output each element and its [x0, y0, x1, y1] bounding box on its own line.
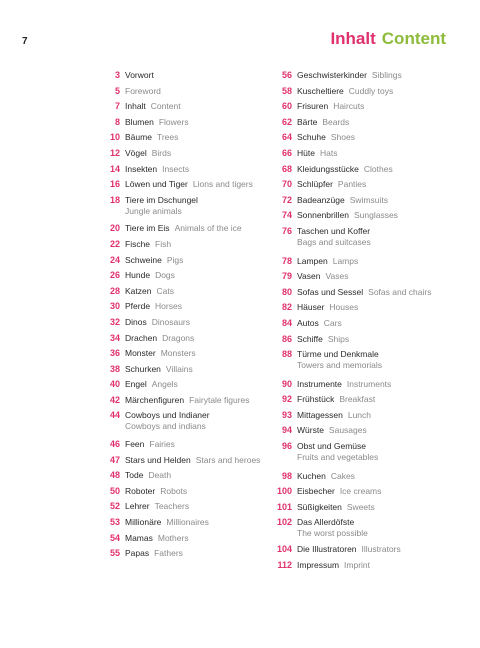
toc-title-english: Siblings	[371, 70, 402, 80]
toc-title-german: Vasen	[297, 271, 321, 282]
toc-entry	[100, 410, 275, 432]
toc-title-german: Fische	[125, 238, 151, 249]
toc-entry	[100, 364, 275, 375]
toc-entry-text	[125, 301, 275, 312]
toc-title-german: Schurken	[125, 363, 161, 374]
toc-title-english: Monsters	[160, 348, 196, 359]
toc-entry	[100, 239, 275, 250]
toc-title-english: Haircuts	[333, 101, 365, 112]
toc-title-german: Monster	[125, 348, 156, 359]
page-title	[330, 29, 446, 49]
toc-title-english: Fairytale figures	[189, 394, 250, 405]
toc-entry-text	[297, 486, 472, 497]
toc-entry	[100, 270, 275, 281]
toc-title-german: Badeanzüge	[297, 194, 345, 205]
toc-page-number: 82	[281, 302, 292, 313]
toc-page-number: 3	[114, 70, 120, 80]
toc-title-english: Towers and memorials	[297, 360, 383, 371]
toc-entry-text	[297, 86, 472, 97]
toc-page-number: 56	[281, 70, 292, 80]
toc-entry-text	[297, 318, 472, 329]
toc-page-number: 42	[109, 394, 120, 405]
toc-entry-text	[297, 394, 472, 405]
toc-entry	[272, 287, 472, 298]
toc-entry	[100, 501, 275, 512]
toc-title-german: Löwen und Tiger	[125, 179, 188, 190]
toc-title-english: Clothes	[363, 163, 393, 174]
toc-title-english: Dogs	[155, 270, 175, 281]
toc-entry	[100, 470, 275, 481]
toc-title-german: Hunde	[125, 270, 151, 281]
toc-page-number: 84	[281, 317, 292, 328]
toc-title-english: Robots	[160, 485, 188, 496]
toc-entry-text	[125, 286, 275, 297]
toc-entry-text	[297, 70, 472, 81]
toc-title-german: Die Illustratoren	[297, 544, 357, 555]
toc-entry	[100, 86, 275, 97]
toc-page-number: 76	[281, 225, 292, 236]
toc-entry-text	[297, 132, 472, 143]
toc-entry-text	[125, 533, 275, 544]
toc-title-german: Cowboys und Indianer	[125, 410, 210, 421]
toc-title-german: Lampen	[297, 255, 328, 266]
toc-entry	[100, 132, 275, 143]
toc-entry-text	[297, 441, 472, 463]
toc-title-english: Swimsuits	[349, 194, 389, 205]
toc-page-number: 16	[109, 179, 120, 190]
toc-title-english: Teachers	[154, 501, 190, 512]
toc-title-german: Bäume	[125, 132, 152, 143]
toc-entry-text	[125, 195, 275, 217]
toc-entry-text	[297, 334, 472, 345]
toc-page-number: 32	[109, 316, 120, 327]
toc-title-english: Cats	[156, 285, 174, 296]
toc-title-german: Märchenfiguren	[125, 394, 185, 405]
toc-title-german: Tode	[125, 470, 144, 481]
toc-entry-text	[125, 117, 275, 128]
toc-entry	[272, 195, 472, 206]
toc-title-english: Cowboys and indians	[125, 421, 206, 432]
toc-title-german: Hüte	[297, 147, 315, 158]
toc-entry	[100, 286, 275, 297]
title-german: Inhalt	[330, 29, 376, 48]
toc-page-number: 64	[281, 132, 292, 143]
toc-title-german: Taschen und Koffer	[297, 225, 371, 236]
toc-entry-text	[297, 287, 472, 298]
toc-entry	[272, 86, 472, 97]
toc-entry	[100, 317, 275, 328]
toc-entry-text	[125, 379, 275, 390]
toc-title-english: Ice creams	[339, 486, 382, 497]
toc-page-number: 60	[281, 101, 292, 112]
toc-entry	[272, 271, 472, 282]
toc-title-english: Panties	[337, 179, 367, 190]
toc-entry-text	[297, 226, 472, 248]
toc-page-number: 62	[281, 116, 292, 127]
toc-entry	[100, 395, 275, 406]
toc-title-english: Lunch	[347, 409, 372, 420]
toc-title-english: Millionaires	[166, 517, 209, 528]
toc-title-english: Pigs	[166, 254, 184, 265]
toc-page-number: 28	[109, 285, 120, 296]
toc-entry-text	[125, 164, 275, 175]
toc-page-number: 101	[276, 501, 292, 512]
toc-page-number: 38	[109, 363, 120, 374]
toc-entry-text	[297, 164, 472, 175]
toc-entry	[100, 548, 275, 559]
toc-entry	[272, 410, 472, 421]
toc-entry	[100, 164, 275, 175]
toc-page-number: 26	[109, 270, 120, 281]
toc-entry-text	[125, 132, 275, 143]
toc-entry-text	[125, 333, 275, 344]
toc-entry	[272, 502, 472, 513]
toc-entry-text	[297, 256, 472, 267]
toc-entry	[100, 517, 275, 528]
toc-page-number: 12	[109, 147, 120, 158]
toc-entry-text	[125, 455, 275, 466]
toc-entry-text	[125, 439, 275, 450]
toc-title-german: Blumen	[125, 116, 154, 127]
toc-title-german: Instrumente	[297, 378, 342, 389]
toc-title-german: Vorwort	[125, 70, 154, 80]
toc-entry-text	[297, 560, 472, 571]
toc-title-english: Foreword	[125, 85, 161, 96]
toc-entry	[272, 425, 472, 436]
toc-page-number: 8	[114, 116, 120, 127]
toc-title-german: Stars und Helden	[125, 454, 191, 465]
toc-page-number: 112	[277, 559, 292, 570]
toc-page-number: 98	[281, 470, 292, 481]
toc-entry-text	[297, 379, 472, 390]
toc-entry	[100, 148, 275, 159]
toc-title-english: Angels	[151, 379, 178, 390]
toc-entry	[100, 179, 275, 190]
toc-page-number: 79	[281, 271, 292, 282]
toc-page-number: 47	[109, 454, 120, 465]
toc-entry	[272, 117, 472, 128]
toc-title-german: Inhalt	[125, 101, 146, 112]
toc-title-german: Katzen	[125, 285, 152, 296]
toc-title-german: Kuchen	[297, 470, 326, 481]
toc-entry	[100, 486, 275, 497]
toc-title-english: Stars and heroes	[195, 454, 261, 465]
toc-title-english: Dinosaurs	[151, 316, 191, 327]
toc-title-german: Mamas	[125, 532, 153, 543]
toc-title-german: Millionäre	[125, 517, 162, 528]
toc-column-right	[272, 70, 472, 571]
toc-entry	[272, 256, 472, 267]
toc-title-german: Sofas und Sessel	[297, 286, 364, 297]
toc-title-german: Häuser	[297, 302, 325, 313]
toc-page-number: 92	[281, 394, 292, 405]
toc-title-german: Drachen	[125, 332, 158, 343]
toc-entry	[272, 560, 472, 571]
toc-title-english: Vases	[325, 271, 349, 282]
toc-title-german: Würste	[297, 425, 324, 436]
toc-entry-text	[125, 348, 275, 359]
toc-title-german: Obst und Gemüse	[297, 441, 366, 452]
toc-entry-text	[125, 395, 275, 406]
toc-title-english: Bags and suitcases	[297, 236, 371, 247]
toc-page-number: 18	[109, 194, 120, 205]
toc-entry-text	[297, 195, 472, 206]
toc-title-english: Instruments	[346, 378, 392, 389]
toc-page-number: 40	[109, 379, 120, 390]
toc-entry-text	[297, 502, 472, 513]
toc-page-number: 24	[109, 254, 120, 265]
toc-page-number: 34	[109, 332, 120, 343]
toc-entry-text	[125, 317, 275, 328]
toc-entry	[272, 148, 472, 159]
toc-page-number: 86	[281, 333, 292, 344]
toc-entry-text	[297, 179, 472, 190]
toc-entry	[272, 226, 472, 248]
toc-title-english: Beards	[322, 116, 350, 127]
toc-title-english: Death	[148, 470, 172, 481]
toc-title-english: Fruits and vegetables	[297, 452, 379, 463]
toc-page-number: 22	[109, 238, 120, 249]
toc-title-german: Dinos	[125, 316, 147, 327]
toc-title-german: Eisbecher	[297, 486, 335, 497]
toc-entry-text	[125, 148, 275, 159]
toc-title-english: Sweets	[346, 501, 375, 512]
toc-title-german: Kleidungsstücke	[297, 163, 359, 174]
toc-entry	[272, 486, 472, 497]
page-number: 7	[22, 36, 28, 47]
toc-title-english: Horses	[155, 301, 182, 312]
toc-entry-text	[297, 349, 472, 371]
toc-title-english: Houses	[329, 302, 359, 313]
toc-title-german: Schiffe	[297, 333, 323, 344]
toc-title-english: Sofas and chairs	[368, 286, 432, 297]
toc-entry-text	[125, 517, 275, 528]
toc-entry-text	[297, 117, 472, 128]
toc-entry-text	[125, 501, 275, 512]
toc-title-english: Fish	[155, 238, 172, 249]
toc-entry-text	[125, 270, 275, 281]
toc-entry-text	[297, 101, 472, 112]
toc-title-german: Vögel	[125, 147, 147, 158]
toc-column-left	[100, 70, 275, 559]
toc-entry-text	[297, 425, 472, 436]
toc-entry-text	[125, 70, 275, 81]
toc-entry-text	[125, 548, 275, 559]
toc-page-number: 90	[281, 378, 292, 389]
toc-title-german: Autos	[297, 317, 319, 328]
toc-page-number: 100	[276, 486, 292, 497]
toc-entry	[100, 439, 275, 450]
toc-page-number: 44	[109, 410, 120, 421]
toc-page-number: 10	[109, 132, 120, 143]
toc-title-english: Trees	[156, 132, 179, 143]
toc-page-number: 66	[281, 147, 292, 158]
toc-page-number: 72	[281, 194, 292, 205]
toc-page-number: 7	[114, 101, 120, 112]
toc-entry	[272, 379, 472, 390]
toc-title-english: Fairies	[149, 439, 175, 450]
toc-title-english: Cuddly toys	[348, 85, 394, 96]
toc-entry	[272, 471, 472, 482]
toc-entry	[100, 348, 275, 359]
toc-page-number: 55	[109, 548, 120, 559]
toc-title-english: Content	[150, 101, 181, 112]
toc-entry	[272, 349, 472, 371]
toc-title-english: Cakes	[330, 470, 355, 481]
toc-entry	[272, 544, 472, 555]
toc-title-english: Insects	[162, 163, 190, 174]
toc-page-number: 70	[281, 179, 292, 190]
toc-title-german: Schlüpfer	[297, 179, 333, 190]
toc-title-german: Bärte	[297, 116, 318, 127]
toc-entry-text	[125, 86, 275, 97]
toc-title-german: Frisuren	[297, 101, 329, 112]
toc-entry	[100, 379, 275, 390]
toc-page-number: 20	[109, 223, 120, 234]
title-english: Content	[381, 29, 446, 48]
toc-entry-text	[297, 210, 472, 221]
toc-page-number: 78	[281, 255, 292, 266]
toc-entry-text	[125, 486, 275, 497]
toc-title-german: Mittagessen	[297, 409, 343, 420]
toc-page-number: 93	[281, 409, 292, 420]
toc-page-number: 53	[109, 517, 120, 528]
toc-page-number: 30	[109, 301, 120, 312]
toc-entry	[100, 70, 275, 81]
toc-title-english: Illustrators	[361, 544, 401, 555]
toc-entry	[272, 441, 472, 463]
toc-page-number: 48	[109, 470, 120, 481]
toc-entry	[100, 333, 275, 344]
toc-entry-text	[125, 364, 275, 375]
toc-page-number: 94	[281, 425, 292, 436]
toc-entry	[272, 210, 472, 221]
toc-title-german: Süßigkeiten	[297, 501, 342, 512]
toc-entry	[272, 517, 472, 539]
toc-title-german: Sonnenbrillen	[297, 210, 349, 221]
toc-entry	[100, 117, 275, 128]
toc-entry	[100, 255, 275, 266]
toc-page-number: 50	[109, 485, 120, 496]
toc-entry	[272, 132, 472, 143]
toc-entry-text	[297, 271, 472, 282]
toc-title-english: Villains	[165, 363, 193, 374]
toc-title-german: Türme und Denkmale	[297, 349, 379, 360]
toc-entry	[272, 302, 472, 313]
toc-title-german: Lehrer	[125, 501, 150, 512]
toc-title-german: Roboter	[125, 485, 156, 496]
toc-entry	[272, 70, 472, 81]
toc-title-english: Sausages	[328, 425, 367, 436]
toc-entry-text	[125, 179, 275, 190]
toc-page-number: 68	[281, 163, 292, 174]
toc-entry-text	[125, 255, 275, 266]
toc-page-number: 74	[281, 210, 292, 221]
toc-entry	[100, 533, 275, 544]
toc-title-german: Kuscheltiere	[297, 85, 344, 96]
toc-entry	[272, 394, 472, 405]
toc-entry	[272, 164, 472, 175]
toc-title-english: Cars	[323, 317, 342, 328]
toc-entry-text	[125, 410, 275, 432]
toc-entry	[272, 179, 472, 190]
toc-title-german: Feen	[125, 439, 145, 450]
toc-title-german: Impressum	[297, 559, 340, 570]
toc-entry-text	[125, 239, 275, 250]
toc-entry-text	[297, 302, 472, 313]
toc-page-number: 88	[281, 349, 292, 360]
toc-title-german: Schweine	[125, 254, 162, 265]
toc-page-number: 14	[109, 163, 120, 174]
toc-entry-text	[297, 544, 472, 555]
toc-page-number: 96	[281, 441, 292, 452]
toc-title-german: Schuhe	[297, 132, 326, 143]
toc-entry-text	[297, 410, 472, 421]
toc-title-english: Flowers	[158, 116, 189, 127]
toc-title-english: Mothers	[157, 532, 189, 543]
toc-title-german: Papas	[125, 548, 150, 559]
toc-page-number: 5	[114, 85, 120, 96]
toc-entry	[272, 334, 472, 345]
toc-entry	[100, 455, 275, 466]
toc-entry	[100, 301, 275, 312]
toc-entry-text	[125, 101, 275, 112]
toc-entry-text	[125, 470, 275, 481]
toc-entry	[100, 223, 275, 234]
toc-title-english: Dragons	[162, 332, 195, 343]
toc-entry	[272, 101, 472, 112]
toc-title-english: Imprint	[344, 559, 371, 570]
toc-title-german: Pferde	[125, 301, 151, 312]
toc-page-number: 102	[276, 517, 292, 528]
toc-title-english: Breakfast	[339, 394, 376, 405]
toc-page-number: 52	[109, 501, 120, 512]
toc-title-english: Shoes	[330, 132, 355, 143]
toc-entry-text	[297, 148, 472, 159]
toc-title-german: Das Allerdöfste	[297, 517, 355, 528]
toc-entry	[100, 101, 275, 112]
toc-title-german: Geschwisterkinder	[297, 70, 367, 80]
toc-page-number: 58	[281, 85, 292, 96]
toc-title-english: Jungle animals	[125, 205, 182, 216]
toc-title-english: Fathers	[154, 548, 183, 559]
toc-title-english: Animals of the ice	[174, 223, 242, 234]
toc-title-english: Sunglasses	[353, 210, 398, 221]
toc-title-english: The worst possible	[297, 528, 368, 539]
toc-page-number: 80	[281, 286, 292, 297]
toc-title-german: Frühstück	[297, 394, 335, 405]
toc-page-number: 104	[276, 544, 292, 555]
toc-title-english: Birds	[151, 147, 172, 158]
toc-page-number: 46	[109, 439, 120, 450]
toc-title-english: Lions and tigers	[192, 179, 253, 190]
toc-title-german: Tiere im Eis	[125, 223, 170, 234]
toc-title-german: Tiere im Dschungel	[125, 194, 198, 205]
toc-title-english: Ships	[327, 333, 350, 344]
toc-entry	[272, 318, 472, 329]
toc-title-german: Engel	[125, 379, 147, 390]
toc-title-english: Hats	[319, 147, 338, 158]
toc-title-english: Lamps	[332, 255, 359, 266]
toc-entry-text	[125, 223, 275, 234]
toc-entry	[100, 195, 275, 217]
toc-page-number: 36	[109, 348, 120, 359]
toc-entry-text	[297, 471, 472, 482]
toc-entry-text	[297, 517, 472, 539]
toc-page-number: 54	[109, 532, 120, 543]
toc-title-german: Insekten	[125, 163, 158, 174]
